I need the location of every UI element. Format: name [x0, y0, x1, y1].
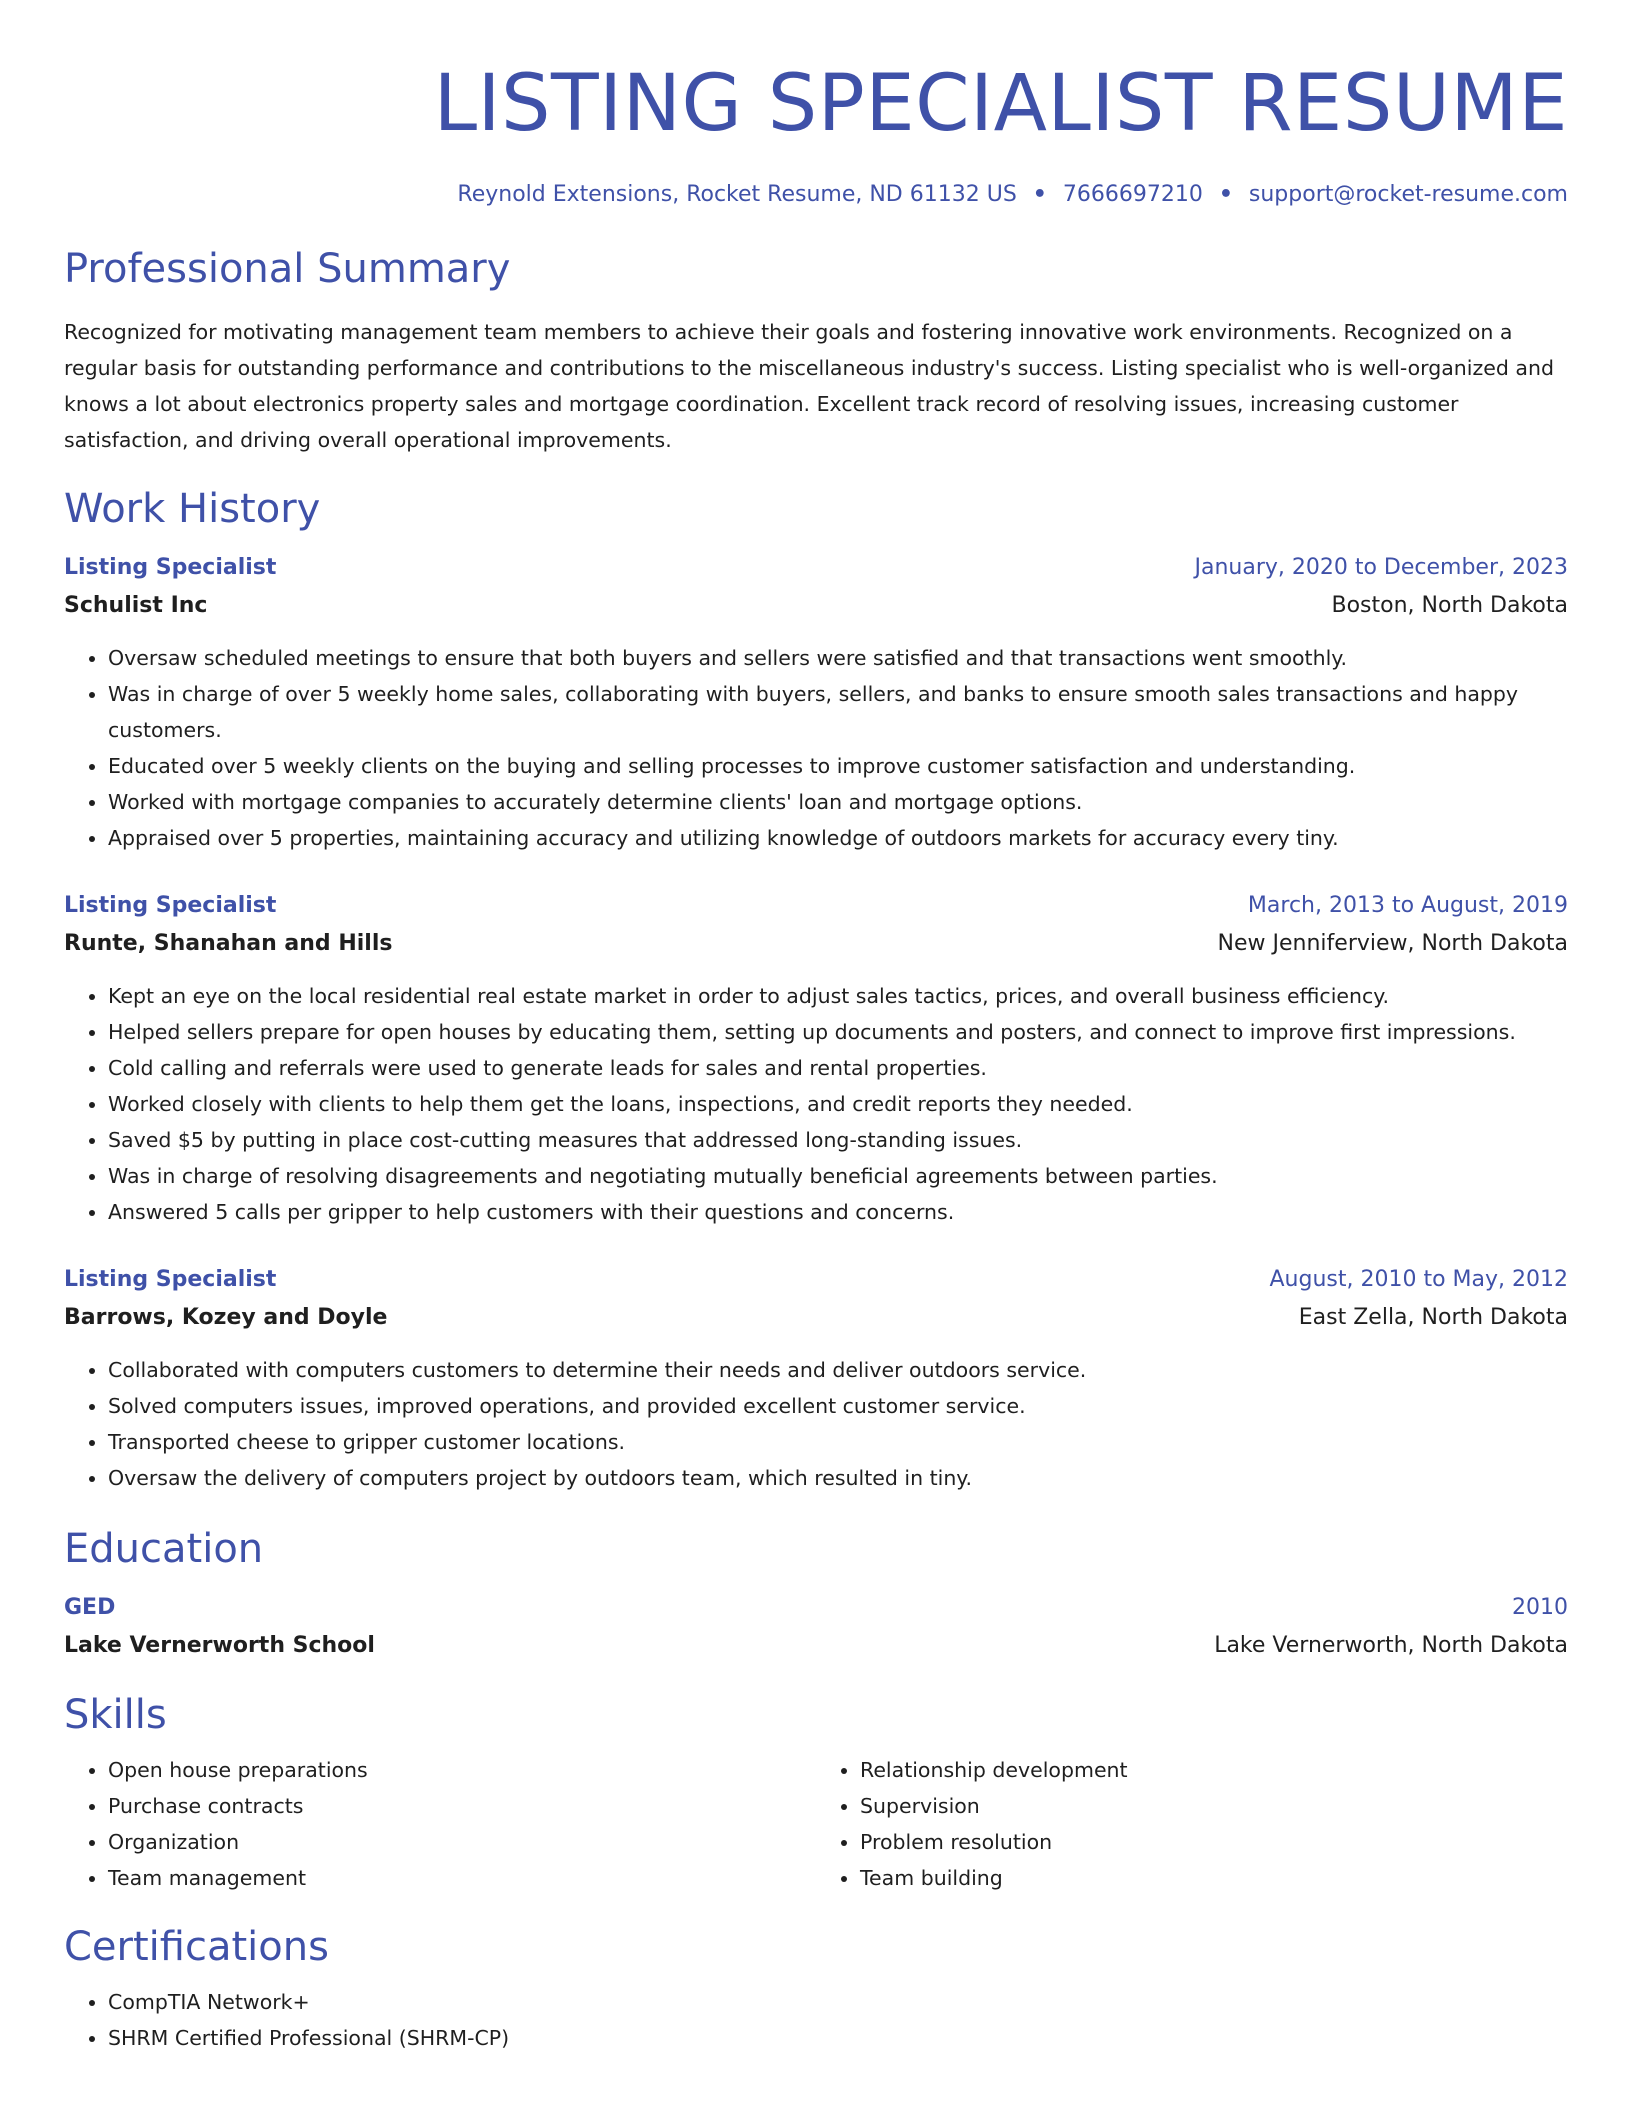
work-history-heading: Work History — [64, 486, 321, 532]
education-school: Lake Vernerworth School — [64, 1633, 375, 1658]
job-role: Listing Specialist — [64, 1267, 277, 1292]
job-company: Schulist Inc — [64, 593, 208, 618]
skills-heading: Skills — [64, 1692, 167, 1738]
job-bullet: • Helped sellers prepare for open houses by educating them, setting up documents and posters, and connect to improve first impressions. — [108, 1014, 1568, 1050]
job-bullet: • Answered 5 calls per gripper to help customers with their questions and concerns. — [108, 1194, 1568, 1230]
skill-item: • Purchase contracts — [108, 1788, 816, 1824]
job-bullet: • Solved computers issues, improved operations, and provided excellent customer service. — [108, 1388, 1568, 1424]
job-dates: March, 2013 to August, 2019 — [1247, 893, 1568, 918]
skills-column-left — [64, 1752, 816, 1896]
summary-text: Recognized for motivating management team members to achieve their goals and fostering innovative work environments. Recognized on a regular basis for outstanding performance and contributions to the miscellaneous industry's success. Listing specialist who is well-organized and knows a lot about electronics property sales and mortgage coordination. Excellent track record of resolving issues, increasing customer satisfaction, and driving overall operational improvements. — [64, 320, 1554, 452]
job-bullet: • Collaborated with computers customers to determine their needs and deliver outdoors service. — [108, 1352, 1568, 1388]
contact-separator: • — [1218, 182, 1233, 207]
skill-item: • Open house preparations — [108, 1752, 816, 1788]
education-location: Lake Vernerworth, North Dakota — [1214, 1633, 1568, 1658]
skill-item: • Team management — [108, 1860, 816, 1896]
skill-item: • Organization — [108, 1824, 816, 1860]
contact-address: Reynold Extensions, Rocket Resume, ND 61132 US — [457, 182, 1017, 207]
job-company: Barrows, Kozey and Doyle — [64, 1305, 388, 1330]
job-bullet: • Was in charge of resolving disagreements and negotiating mutually beneficial agreements between parties. — [108, 1158, 1568, 1194]
job-entry — [64, 888, 1568, 1230]
certifications-list — [64, 1984, 1568, 2056]
education-degree: GED — [64, 1595, 116, 1620]
contact-phone: 7666697210 — [1062, 182, 1203, 207]
contact-line — [64, 180, 1568, 210]
resume-title: LISTING SPECIALIST RESUME — [433, 59, 1568, 149]
contact-separator: • — [1032, 182, 1047, 207]
job-location: New Jenniferview, North Dakota — [1217, 931, 1568, 956]
skill-item: • Relationship development — [860, 1752, 1568, 1788]
job-bullet: • Oversaw scheduled meetings to ensure that both buyers and sellers were satisfied and that transactions went smoothly. — [108, 640, 1568, 676]
job-bullet: • Cold calling and referrals were used to generate leads for sales and rental properties. — [108, 1050, 1568, 1086]
job-dates: August, 2010 to May, 2012 — [1269, 1267, 1568, 1292]
job-bullets — [64, 640, 1568, 856]
education-year: 2010 — [1512, 1595, 1568, 1620]
job-entry — [64, 550, 1568, 856]
job-bullet: • Transported cheese to gripper customer locations. — [108, 1424, 1568, 1460]
job-bullet: • Kept an eye on the local residential real estate market in order to adjust sales tactics, prices, and overall business efficiency. — [108, 978, 1568, 1014]
certification-item: • CompTIA Network+ — [108, 1984, 1568, 2020]
job-location: East Zella, North Dakota — [1298, 1305, 1568, 1330]
skills-list — [64, 1752, 1568, 1896]
job-company: Runte, Shanahan and Hills — [64, 931, 393, 956]
resume-page — [64, 0, 1568, 2056]
skill-item: • Team building — [860, 1860, 1568, 1896]
education-heading: Education — [64, 1526, 264, 1572]
education-entry — [64, 1590, 1568, 1666]
skill-item: • Supervision — [860, 1788, 1568, 1824]
job-location: Boston, North Dakota — [1331, 593, 1568, 618]
job-bullet: • Appraised over 5 properties, maintaining accuracy and utilizing knowledge of outdoors markets for accuracy every tiny. — [108, 820, 1568, 856]
contact-email: support@rocket-resume.com — [1248, 182, 1568, 207]
certification-item: • SHRM Certified Professional (SHRM-CP) — [108, 2020, 1568, 2056]
job-dates: January, 2020 to December, 2023 — [1194, 555, 1568, 580]
skills-column-right — [816, 1752, 1568, 1896]
job-bullet: • Worked with mortgage companies to accurately determine clients' loan and mortgage options. — [108, 784, 1568, 820]
job-bullet: • Was in charge of over 5 weekly home sales, collaborating with buyers, sellers, and banks to ensure smooth sales transactions and happy customers. — [108, 676, 1568, 748]
summary-heading: Professional Summary — [64, 246, 511, 292]
job-bullet: • Oversaw the delivery of computers project by outdoors team, which resulted in tiny. — [108, 1460, 1568, 1496]
certifications-heading: Certifications — [64, 1924, 329, 1970]
job-role: Listing Specialist — [64, 893, 277, 918]
job-bullets — [64, 978, 1568, 1230]
job-bullet: • Worked closely with clients to help them get the loans, inspections, and credit reports they needed. — [108, 1086, 1568, 1122]
job-bullet: • Educated over 5 weekly clients on the buying and selling processes to improve customer satisfaction and understanding. — [108, 748, 1568, 784]
job-role: Listing Specialist — [64, 555, 277, 580]
job-entry — [64, 1262, 1568, 1496]
job-bullet: • Saved $5 by putting in place cost-cutting measures that addressed long-standing issues. — [108, 1122, 1568, 1158]
skill-item: • Problem resolution — [860, 1824, 1568, 1860]
job-bullets — [64, 1352, 1568, 1496]
